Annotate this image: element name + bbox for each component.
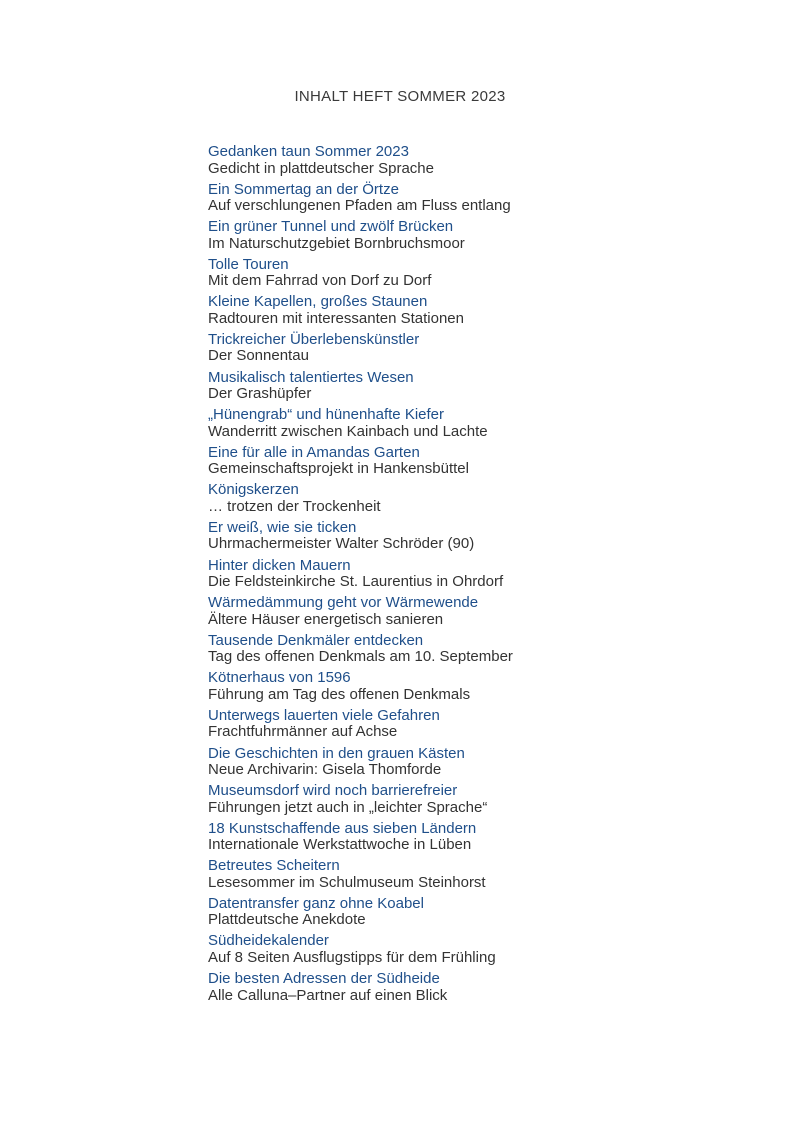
entry-subtitle: Alle Calluna–Partner auf einen Blick <box>208 986 448 1004</box>
entry-title: Ein Sommertag an der Örtze <box>208 180 399 198</box>
entry-subtitle: Mit dem Fahrrad von Dorf zu Dorf <box>208 272 432 290</box>
entry-subtitle: Wanderritt zwischen Kainbach und Lachte <box>208 422 488 440</box>
entry-title: Die besten Adressen der Südheide <box>208 970 440 988</box>
toc-entry <box>208 632 768 670</box>
entry-subtitle: Führung am Tag des offenen Denkmals <box>208 685 471 703</box>
toc-entry <box>208 594 768 632</box>
entry-subtitle: Gedicht in plattdeutscher Sprache <box>208 159 434 177</box>
entry-title: 18 Kunstschaffende aus sieben Ländern <box>208 819 477 837</box>
toc-entry <box>208 519 768 557</box>
entry-subtitle: Frachtfuhrmänner auf Achse <box>208 723 398 741</box>
entry-title: Tolle Touren <box>208 255 289 273</box>
entry-subtitle: Auf 8 Seiten Ausflugstipps für dem Frühling <box>208 948 496 966</box>
entry-title: Ein grüner Tunnel und zwölf Brücken <box>208 218 454 236</box>
entry-subtitle: … trotzen der Trockenheit <box>208 497 381 515</box>
toc-entry <box>208 932 768 970</box>
toc-entry <box>208 331 768 369</box>
table-of-contents <box>208 143 768 1008</box>
toc-entry <box>208 256 768 294</box>
toc-entry <box>208 820 768 858</box>
entry-subtitle: Plattdeutsche Anekdote <box>208 911 366 929</box>
toc-entry <box>208 406 768 444</box>
toc-entry <box>208 481 768 519</box>
entry-title: Er weiß, wie sie ticken <box>208 518 357 536</box>
page-title: INHALT HEFT SOMMER 2023 <box>294 88 506 105</box>
toc-entry <box>208 444 768 482</box>
toc-entry <box>208 669 768 707</box>
toc-entry <box>208 557 768 595</box>
toc-entry <box>208 143 768 181</box>
entry-subtitle: Tag des offenen Denkmals am 10. September <box>208 648 513 666</box>
toc-entry <box>208 181 768 219</box>
entry-title: Gedanken taun Sommer 2023 <box>208 143 409 160</box>
entry-title: Musikalisch talentiertes Wesen <box>208 368 414 386</box>
entry-subtitle: Radtouren mit interessanten Stationen <box>208 309 464 327</box>
entry-title: Wärmedämmung geht vor Wärmewende <box>208 594 479 612</box>
entry-title: Trickreicher Überlebenskünstler <box>208 330 420 348</box>
entry-title: Betreutes Scheitern <box>208 857 340 875</box>
toc-entry <box>208 782 768 820</box>
toc-entry <box>208 895 768 933</box>
entry-title: „Hünengrab“ und hünenhafte Kiefer <box>208 406 445 424</box>
toc-entry <box>208 970 768 1008</box>
entry-title: Hinter dicken Mauern <box>208 556 351 574</box>
entry-title: Eine für alle in Amandas Garten <box>208 443 420 461</box>
entry-subtitle: Lesesommer im Schulmuseum Steinhorst <box>208 873 486 891</box>
toc-entry <box>208 369 768 407</box>
entry-title: Datentransfer ganz ohne Koabel <box>208 894 424 912</box>
entry-subtitle: Im Naturschutzgebiet Bornbruchsmoor <box>208 234 465 252</box>
entry-title: Tausende Denkmäler entdecken <box>208 631 424 649</box>
entry-subtitle: Der Grashüpfer <box>208 385 312 403</box>
entry-subtitle: Auf verschlungenen Pfaden am Fluss entlang <box>208 197 511 215</box>
toc-entry <box>208 745 768 783</box>
entry-subtitle: Gemeinschaftsprojekt in Hankensbüttel <box>208 460 469 478</box>
toc-entry <box>208 857 768 895</box>
entry-subtitle: Ältere Häuser energetisch sanieren <box>208 610 444 628</box>
entry-title: Unterwegs lauerten viele Gefahren <box>208 706 440 724</box>
entry-subtitle: Internationale Werkstattwoche in Lüben <box>208 836 472 854</box>
toc-entry <box>208 707 768 745</box>
entry-subtitle: Uhrmachermeister Walter Schröder (90) <box>208 535 475 553</box>
toc-entry <box>208 293 768 331</box>
entry-subtitle: Die Feldsteinkirche St. Laurentius in Ohrdorf <box>208 573 504 591</box>
toc-entry <box>208 218 768 256</box>
entry-subtitle: Führungen jetzt auch in „leichter Sprache“ <box>208 798 488 816</box>
entry-title: Südheidekalender <box>208 932 329 950</box>
entry-subtitle: Neue Archivarin: Gisela Thomforde <box>208 761 442 778</box>
entry-title: Die Geschichten in den grauen Kästen <box>208 744 465 762</box>
entry-title: Museumsdorf wird noch barrierefreier <box>208 782 458 800</box>
entry-title: Königskerzen <box>208 481 299 499</box>
entry-subtitle: Der Sonnentau <box>208 347 309 365</box>
entry-title: Kötnerhaus von 1596 <box>208 669 351 687</box>
entry-title: Kleine Kapellen, großes Staunen <box>208 293 428 311</box>
